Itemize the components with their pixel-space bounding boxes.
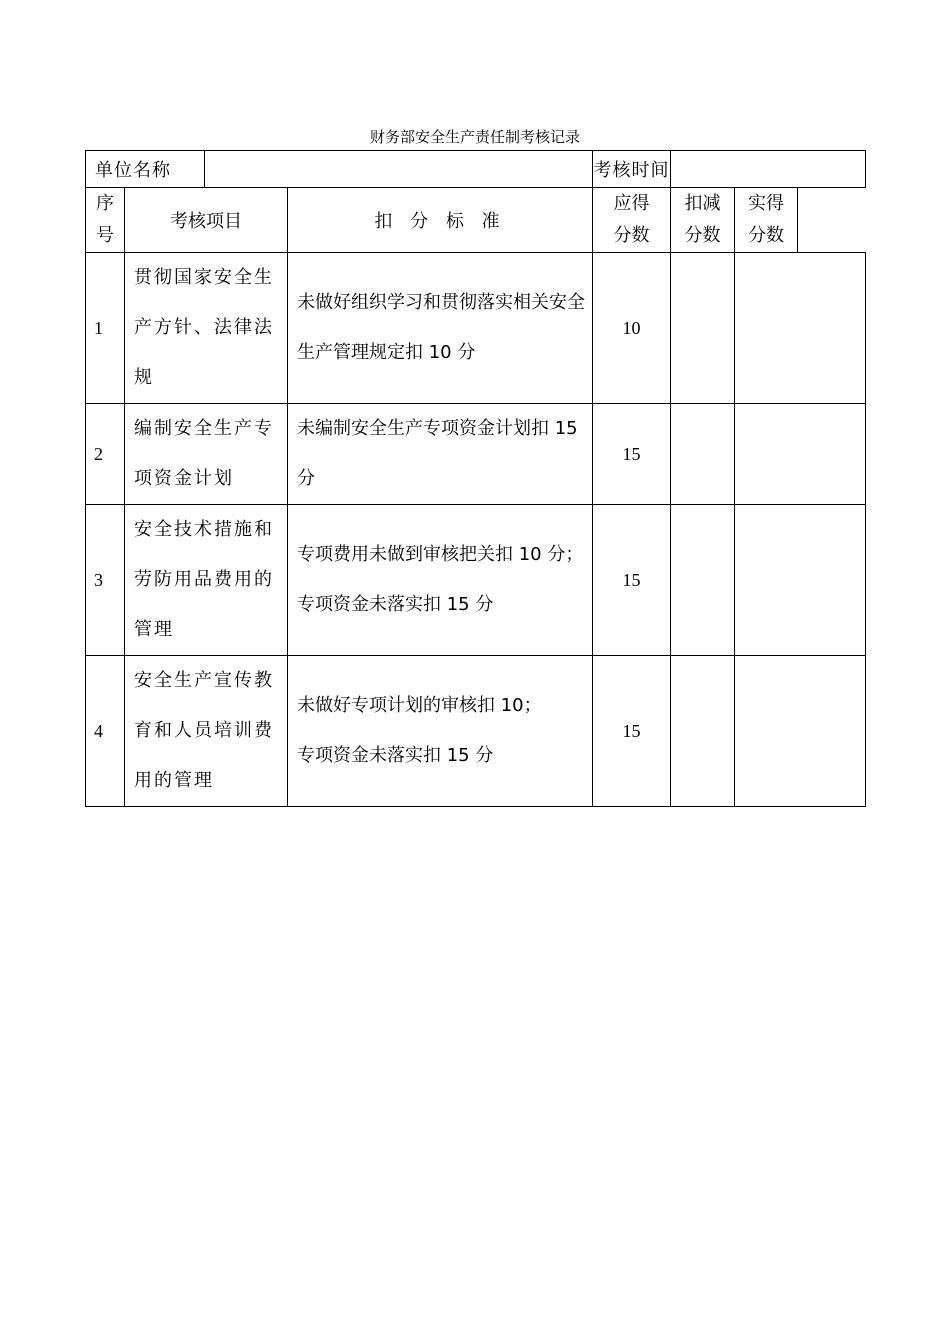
unit-name-label: 单位名称 <box>86 151 205 188</box>
row-actual-score[interactable] <box>735 253 866 404</box>
table-row <box>86 253 866 404</box>
unit-name-field[interactable] <box>205 151 593 188</box>
assessment-time-label: 考核时间 <box>593 151 671 188</box>
col-actual-header: 实得 分数 <box>735 188 798 253</box>
row-seq: 2 <box>86 404 125 505</box>
col-seq-header: 序 号 <box>86 188 125 253</box>
row-item: 编制安全生产专项资金计划 <box>125 404 288 505</box>
row-item: 安全技术措施和劳防用品费用的管理 <box>125 505 288 656</box>
row-item: 贯彻国家安全生产方针、法律法规 <box>125 253 288 404</box>
document-title: 财务部安全生产责任制考核记录 <box>369 128 580 146</box>
row-seq: 1 <box>86 253 125 404</box>
row-due-score: 15 <box>593 656 671 807</box>
header-row <box>86 151 866 188</box>
row-seq: 4 <box>86 656 125 807</box>
row-criteria: 未做好专项计划的审核扣 10； 专项资金未落实扣 15 分 <box>288 656 593 807</box>
row-deduct-score[interactable] <box>671 656 735 807</box>
table-row <box>86 505 866 656</box>
row-criteria: 未做好组织学习和贯彻落实相关安全生产管理规定扣 10 分 <box>288 253 593 404</box>
row-seq: 3 <box>86 505 125 656</box>
row-actual-score[interactable] <box>735 505 866 656</box>
col-item-header: 考核项目 <box>125 188 288 253</box>
table-row <box>86 656 866 807</box>
row-due-score: 10 <box>593 253 671 404</box>
column-header-row <box>86 188 866 253</box>
assessment-time-field[interactable] <box>671 151 866 188</box>
assessment-table <box>85 150 866 807</box>
col-deduct-header: 扣减 分数 <box>671 188 735 253</box>
row-item: 安全生产宣传教育和人员培训费用的管理 <box>125 656 288 807</box>
row-due-score: 15 <box>593 505 671 656</box>
col-due-header: 应得 分数 <box>593 188 671 253</box>
table-row <box>86 404 866 505</box>
row-actual-score[interactable] <box>735 404 866 505</box>
row-criteria: 专项费用未做到审核把关扣 10 分； 专项资金未落实扣 15 分 <box>288 505 593 656</box>
col-criteria-header: 扣 分 标 准 <box>288 188 593 253</box>
row-deduct-score[interactable] <box>671 505 735 656</box>
row-due-score: 15 <box>593 404 671 505</box>
row-actual-score[interactable] <box>735 656 866 807</box>
row-deduct-score[interactable] <box>671 404 735 505</box>
row-criteria: 未编制安全生产专项资金计划扣 15 分 <box>288 404 593 505</box>
row-deduct-score[interactable] <box>671 253 735 404</box>
